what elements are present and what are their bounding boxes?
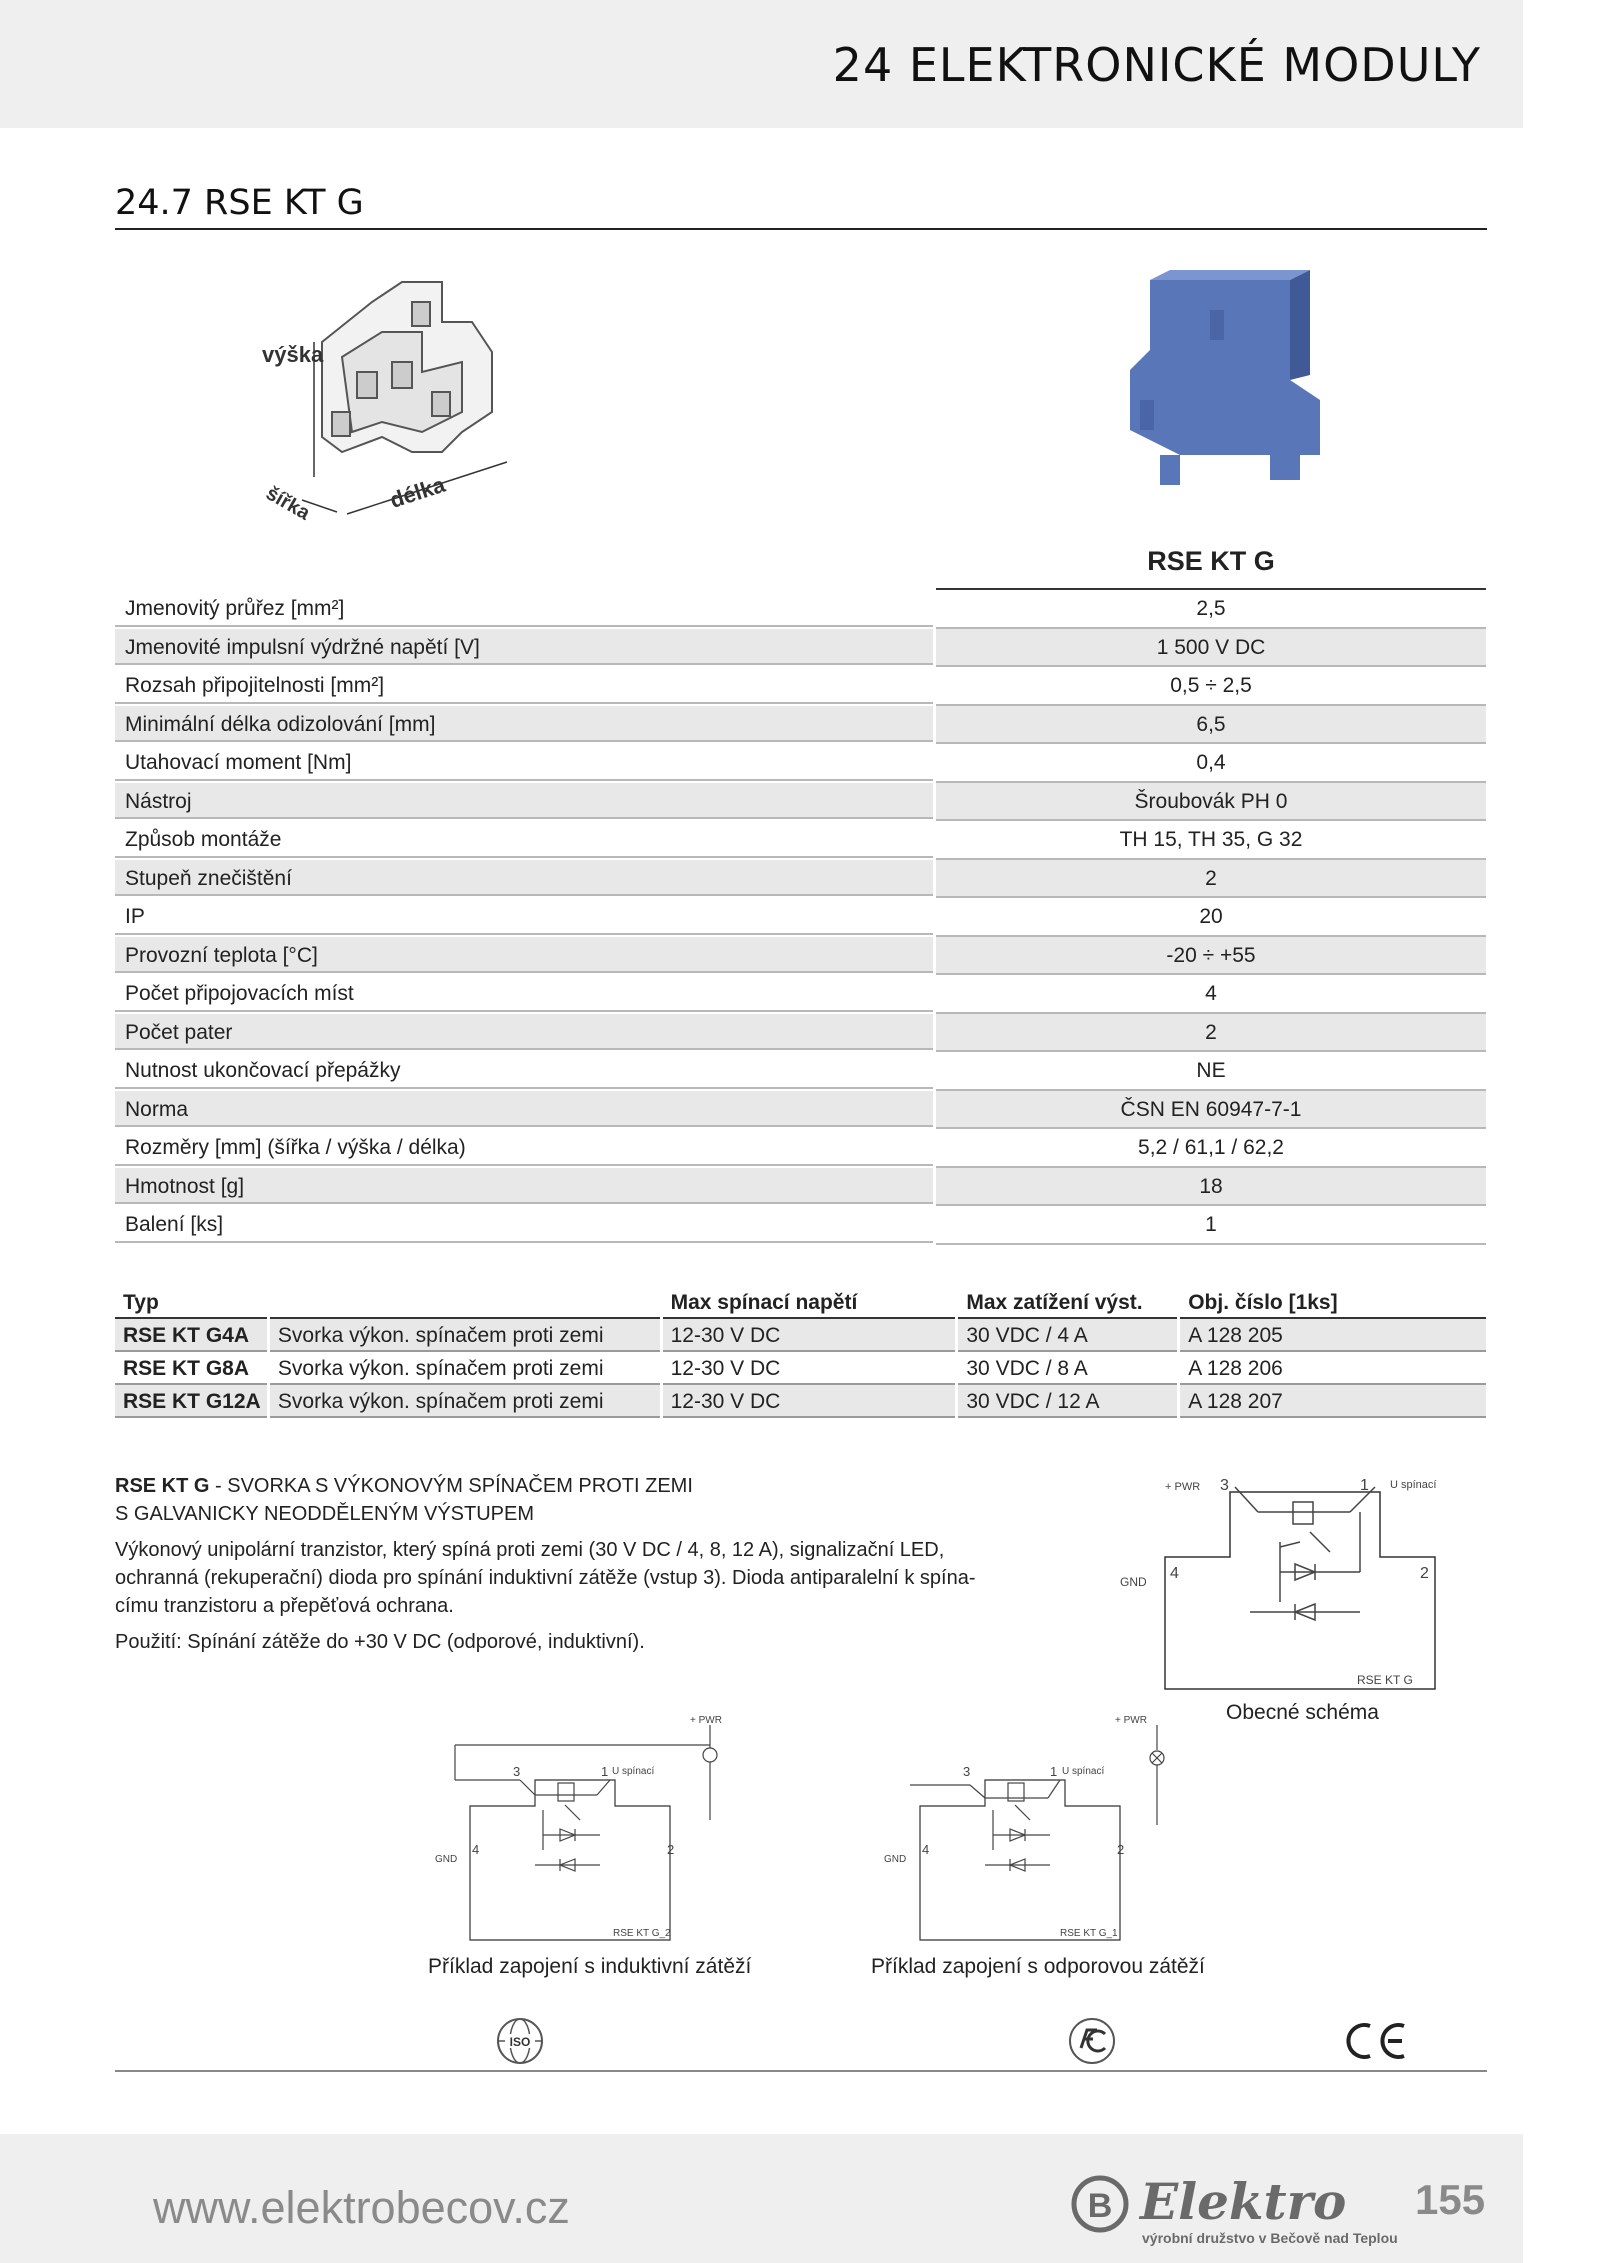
- general-schema-caption: Obecné schéma: [1226, 1701, 1379, 1724]
- spec-value: 6,5: [936, 706, 1486, 745]
- efc-certification-icon: [1067, 2016, 1117, 2066]
- bottom-divider: [115, 2070, 1487, 2072]
- spec-value: 1: [936, 1206, 1486, 1245]
- spec-row: [115, 629, 1486, 668]
- general-pwr-label: + PWR: [1165, 1481, 1201, 1493]
- spec-row: [115, 1129, 1486, 1168]
- spec-value: 5,2 / 61,1 / 62,2: [936, 1129, 1486, 1168]
- description-body: Výkonový unipolární tranzistor, který spíná proti zemi (30 V DC / 4, 8, 12 A), signalizační LED, ochranná (rekuperační) dioda pro spínání induktivní zátěže (vstup 3). Dioda antiparalelní k spína-címu tranzistoru a přepěťová ochrana.: [115, 1539, 976, 1617]
- resistive-t2-label: 2: [1117, 1842, 1125, 1857]
- description-block: [115, 1472, 995, 1656]
- inductive-load-diagram: [425, 1710, 735, 1945]
- general-t4-label: 4: [1170, 1565, 1179, 1582]
- spec-label: IP: [115, 898, 933, 935]
- resistive-pwr-label: + PWR: [1115, 1715, 1147, 1726]
- general-schema-diagram: [1110, 1472, 1440, 1697]
- length-label: délka: [386, 471, 449, 513]
- spec-value: TH 15, TH 35, G 32: [936, 821, 1486, 860]
- spec-label: Počet pater: [115, 1014, 933, 1051]
- spec-label: Rozsah připojitelnosti [mm²]: [115, 667, 933, 704]
- brand-subtitle: výrobní družstvo v Bečově nad Teplou: [1142, 2230, 1398, 2246]
- resistive-t1-label: 1: [1050, 1764, 1058, 1779]
- spec-label: Hmotnost [g]: [115, 1168, 933, 1205]
- general-t1-label: 1: [1360, 1477, 1369, 1494]
- iso-certification-icon: [495, 2016, 545, 2066]
- type-table-header: [115, 1286, 1486, 1319]
- spec-label: Počet připojovacích míst: [115, 975, 933, 1012]
- website-link[interactable]: www.elektrobecov.cz: [153, 2182, 570, 2233]
- page-header: [0, 0, 1523, 128]
- spec-value: 0,5 ÷ 2,5: [936, 667, 1486, 706]
- spec-label: Balení [ks]: [115, 1206, 933, 1243]
- type-code: RSE KT G4A: [115, 1319, 267, 1352]
- resistive-t3-label: 3: [963, 1764, 971, 1779]
- brand-name: Elektro: [1140, 2172, 1347, 2231]
- iso-text: ISO: [509, 2035, 531, 2049]
- description-title: [115, 1472, 995, 1500]
- description-title-bold: RSE KT G: [115, 1475, 210, 1497]
- spec-row: [115, 706, 1486, 745]
- inductive-t4-label: 4: [472, 1842, 480, 1857]
- general-box-label: RSE KT G: [1357, 1673, 1413, 1687]
- inductive-gnd-label: GND: [435, 1854, 458, 1865]
- description-usage: Použití: Spínání zátěže do +30 V DC (odporové, induktivní).: [115, 1631, 645, 1653]
- type-max-voltage: 12-30 V DC: [663, 1319, 956, 1352]
- description-title-line2: S GALVANICKY NEODDĚLENÝM VÝSTUPEM: [115, 1503, 534, 1525]
- type-code: RSE KT G12A: [115, 1385, 267, 1418]
- type-table: [115, 1286, 1486, 1418]
- resistive-load-diagram: [870, 1710, 1180, 1945]
- inductive-load-caption: Příklad zapojení s induktivní zátěží: [428, 1955, 752, 1978]
- col-header-order: Obj. číslo [1ks]: [1180, 1286, 1486, 1319]
- type-order-number: A 128 205: [1180, 1319, 1486, 1352]
- spec-row: [115, 744, 1486, 783]
- spec-value: 18: [936, 1168, 1486, 1207]
- resistive-load-caption: Příklad zapojení s odporovou zátěží: [871, 1955, 1205, 1978]
- spec-value: 2: [936, 1014, 1486, 1053]
- product-photo: [1100, 270, 1330, 492]
- col-header-load: Max zatížení výst.: [958, 1286, 1177, 1319]
- description-title-rest: - SVORKA S VÝKONOVÝM SPÍNAČEM PROTI ZEMI: [209, 1475, 693, 1497]
- type-max-load: 30 VDC / 12 A: [958, 1385, 1177, 1418]
- resistive-uspin-label: U spínací: [1062, 1766, 1105, 1777]
- spec-row: [115, 1091, 1486, 1130]
- inductive-t1-label: 1: [601, 1764, 609, 1779]
- spec-value: 2,5: [936, 590, 1486, 629]
- type-max-load: 30 VDC / 4 A: [958, 1319, 1177, 1352]
- type-description: Svorka výkon. spínačem proti zemi: [270, 1352, 660, 1385]
- spec-value: 2: [936, 860, 1486, 899]
- inductive-pwr-label: + PWR: [690, 1715, 722, 1726]
- spec-value: 20: [936, 898, 1486, 937]
- spec-label: Nutnost ukončovací přepážky: [115, 1052, 933, 1089]
- type-max-load: 30 VDC / 8 A: [958, 1352, 1177, 1385]
- spec-label: Utahovací moment [Nm]: [115, 744, 933, 781]
- width-label: šířka: [262, 482, 314, 525]
- spec-table: [115, 590, 1486, 1245]
- inductive-t3-label: 3: [513, 1764, 521, 1779]
- general-gnd-label: GND: [1120, 1575, 1147, 1589]
- svg-text:B: B: [1087, 2187, 1113, 2225]
- type-description: Svorka výkon. spínačem proti zemi: [270, 1319, 660, 1352]
- section-title: 24.7 RSE KT G: [115, 183, 364, 223]
- table-row: [115, 1352, 1486, 1385]
- resistive-box-label: RSE KT G_1: [1060, 1928, 1118, 1939]
- spec-row: [115, 1206, 1486, 1245]
- dimension-drawing: [262, 262, 522, 544]
- spec-value: 0,4: [936, 744, 1486, 783]
- type-code: RSE KT G8A: [115, 1352, 267, 1385]
- resistive-t4-label: 4: [922, 1842, 930, 1857]
- spec-value: 1 500 V DC: [936, 629, 1486, 668]
- col-header-typ: Typ: [115, 1286, 267, 1319]
- spec-row: [115, 1168, 1486, 1207]
- general-t3-label: 3: [1220, 1477, 1229, 1494]
- spec-row: [115, 783, 1486, 822]
- spec-row: [115, 975, 1486, 1014]
- spec-value: -20 ÷ +55: [936, 937, 1486, 976]
- chapter-title: 24 ELEKTRONICKÉ MODULY: [832, 38, 1481, 92]
- col-header-desc: [270, 1286, 660, 1319]
- inductive-t2-label: 2: [667, 1842, 675, 1857]
- spec-row: [115, 590, 1486, 629]
- type-order-number: A 128 206: [1180, 1352, 1486, 1385]
- spec-row: [115, 860, 1486, 899]
- spec-label: Minimální délka odizolování [mm]: [115, 706, 933, 743]
- section-divider: [115, 228, 1487, 230]
- type-order-number: A 128 207: [1180, 1385, 1486, 1418]
- spec-row: [115, 667, 1486, 706]
- spec-row: [115, 1014, 1486, 1053]
- spec-label: Rozměry [mm] (šířka / výška / délka): [115, 1129, 933, 1166]
- inductive-uspin-label: U spínací: [612, 1766, 655, 1777]
- type-max-voltage: 12-30 V DC: [663, 1352, 956, 1385]
- spec-label: Norma: [115, 1091, 933, 1128]
- page-number: 155: [1415, 2176, 1486, 2223]
- page-footer: [0, 2134, 1523, 2263]
- spec-product-heading: RSE KT G: [1147, 546, 1275, 576]
- general-t2-label: 2: [1420, 1565, 1429, 1582]
- spec-value: ČSN EN 60947-7-1: [936, 1091, 1486, 1130]
- col-header-voltage: Max spínací napětí: [663, 1286, 956, 1319]
- type-max-voltage: 12-30 V DC: [663, 1385, 956, 1418]
- ce-mark-icon: [1340, 2016, 1410, 2066]
- spec-row: [115, 821, 1486, 860]
- spec-label: Stupeň znečištění: [115, 860, 933, 897]
- spec-value: 4: [936, 975, 1486, 1014]
- inductive-box-label: RSE KT G_2: [613, 1928, 671, 1939]
- height-label: výška: [262, 342, 324, 367]
- spec-label: Nástroj: [115, 783, 933, 820]
- spec-row: [115, 1052, 1486, 1091]
- spec-label: Způsob montáže: [115, 821, 933, 858]
- general-uspin-label: U spínací: [1390, 1479, 1437, 1491]
- type-description: Svorka výkon. spínačem proti zemi: [270, 1385, 660, 1418]
- spec-label: Jmenovitý průřez [mm²]: [115, 590, 933, 627]
- spec-row: [115, 937, 1486, 976]
- spec-value: NE: [936, 1052, 1486, 1091]
- resistive-gnd-label: GND: [884, 1854, 907, 1865]
- spec-label: Jmenovité impulsní výdržné napětí [V]: [115, 629, 933, 666]
- spec-row: [115, 898, 1486, 937]
- table-row: [115, 1385, 1486, 1418]
- spec-value: Šroubovák PH 0: [936, 783, 1486, 822]
- table-row: [115, 1319, 1486, 1352]
- spec-label: Provozní teplota [°C]: [115, 937, 933, 974]
